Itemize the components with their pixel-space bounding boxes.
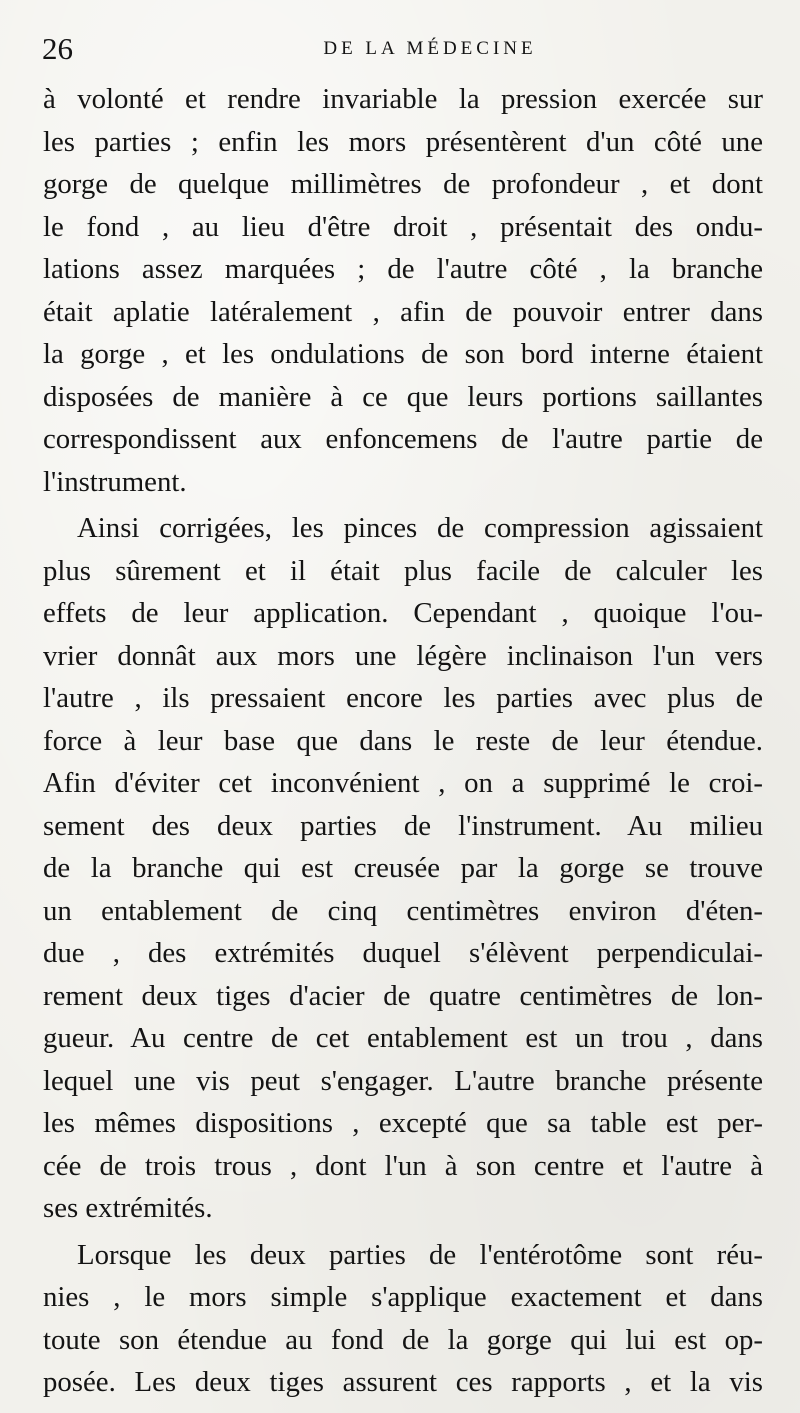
text-line: l'autre , ils pressaient encore les parties avec plus de [43,682,763,714]
text-line: disposées de manière à ce que leurs portions saillantes [43,380,763,413]
text-line: de la branche qui est creusée par la gorge se trouve [43,852,763,884]
text-line: l'instrument. [43,465,187,498]
text-line: à volonté et rendre invariable la pression exercée sur [43,83,763,115]
paragraph [43,1234,763,1404]
running-title: DE LA MÉDECINE [323,38,537,59]
text-line: les parties ; enfin les mors présentèrent d'un côté une [43,125,763,158]
text-line: un entablement de cinq centimètres environ d'éten- [43,894,763,927]
text-line: lequel une vis peut s'engager. L'autre branche présente [43,1064,763,1097]
text-line: vrier donnât aux mors une légère inclinaison l'un vers [43,639,763,672]
page-number: 26 [42,31,73,66]
text-line: gorge de quelque millimètres de profondeur , et dont [43,168,763,200]
text-line: ses extrémités. [43,1192,213,1224]
text-line: toute son étendue au fond de la gorge qui lui est op- [43,1323,763,1356]
running-head [42,31,758,66]
text-line: Afin d'éviter cet inconvénient , on a supprimé le croi- [43,767,763,799]
text-line: due , des extrémités duquel s'élèvent perpendiculai- [43,937,763,969]
text-line: le fond , au lieu d'être droit , présentait des ondu- [43,210,763,243]
text-line: la gorge , et les ondulations de son bord interne étaient [43,338,763,370]
text-line: Ainsi corrigées, les pinces de compression agissaient [77,512,763,544]
text-line: sement des deux parties de l'instrument. Au milieu [43,809,763,842]
text-line: Lorsque les deux parties de l'entérotôme sont réu- [77,1238,763,1271]
body-text [43,78,763,1404]
paragraph [43,78,763,503]
text-line: gueur. Au centre de cet entablement est un trou , dans [43,1022,763,1054]
text-line: nies , le mors simple s'applique exactement et dans [43,1281,763,1313]
text-line: posée. Les deux tiges assurent ces rapports , et la vis [43,1366,763,1398]
text-line: cée de trois trous , dont l'un à son centre et l'autre à [43,1149,763,1182]
text-line: force à leur base que dans le reste de leur étendue. [43,724,763,757]
text-line: lations assez marquées ; de l'autre côté , la branche [43,253,763,285]
text-line: rement deux tiges d'acier de quatre centimètres de lon- [43,979,763,1012]
text-line: était aplatie latéralement , afin de pouvoir entrer dans [43,295,763,328]
paragraph [43,507,763,1230]
text-line: plus sûrement et il était plus facile de calculer les [43,554,763,587]
text-line: effets de leur application. Cependant , quoique l'ou- [43,597,763,629]
text-line: correspondissent aux enfoncemens de l'autre partie de [43,423,763,455]
text-line: les mêmes dispositions , excepté que sa table est per- [43,1107,763,1139]
